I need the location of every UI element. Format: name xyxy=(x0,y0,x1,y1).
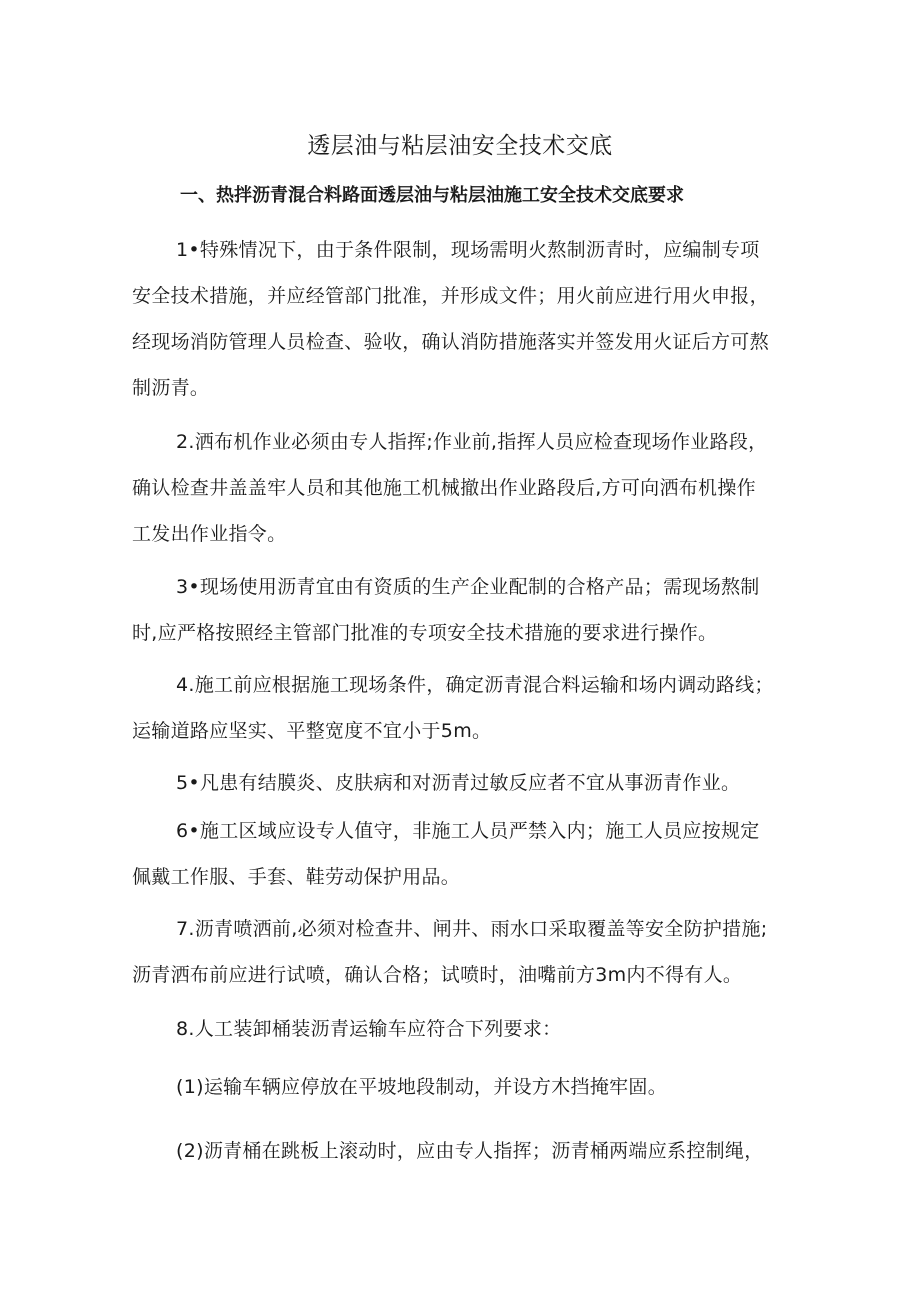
paragraph-3 xyxy=(132,564,804,656)
paragraph-line: 制沥青。 xyxy=(132,377,210,399)
paragraph-line: 2.洒布机作业必须由专人指挥;作业前,指挥人员应检查现场作业路段， xyxy=(176,431,768,453)
paragraph-line: 沥青洒布前应进行试喷，确认合格；试喷时，油嘴前方3m内不得有人。 xyxy=(132,964,743,986)
paragraph-line: (1)运输车辆应停放在平坡地段制动，并设方木挡掩牢固。 xyxy=(176,1076,668,1098)
paragraph-7 xyxy=(132,906,804,998)
paragraph-8 xyxy=(132,1006,804,1052)
paragraph-line: 工发出作业指令。 xyxy=(132,523,287,545)
paragraph-line: 5•凡患有结膜炎、皮肤病和对沥青过敏反应者不宜从事沥青作业。 xyxy=(176,772,741,794)
paragraph-line: 3•现场使用沥青宜由有资质的生产企业配制的合格产品；需现场熬制 xyxy=(176,576,760,598)
document-title: 透层油与粘层油安全技术交底 xyxy=(307,133,613,159)
paragraph-10 xyxy=(132,1128,804,1174)
paragraph-2 xyxy=(132,419,804,557)
paragraph-line: 8.人工装卸桶装沥青运输车应符合下列要求： xyxy=(176,1018,562,1040)
section-heading: 一、热拌沥青混合料路面透层油与粘层油施工安全技术交底要求 xyxy=(180,185,684,206)
paragraph-4 xyxy=(132,662,804,754)
paragraph-1 xyxy=(132,227,804,411)
paragraph-line: 6•施工区域应设专人值守，非施工人员严禁入内；施工人员应按规定 xyxy=(176,820,760,842)
paragraph-line: 确认检查井盖盖牢人员和其他施工机械撤出作业路段后,方可向洒布机操作 xyxy=(132,477,756,499)
paragraph-line: 佩戴工作服、手套、鞋劳动保护用品。 xyxy=(132,866,461,888)
paragraph-line: 经现场消防管理人员检查、验收，确认消防措施落实并签发用火证后方可熬 xyxy=(132,331,769,353)
paragraph-line: 运输道路应坚实、平整宽度不宜小于5m。 xyxy=(132,720,492,742)
paragraph-line: 时,应严格按照经主管部门批准的专项安全技术措施的要求进行操作。 xyxy=(132,622,718,644)
paragraph-line: (2)沥青桶在跳板上滚动时，应由专人指挥；沥青桶两端应系控制绳， xyxy=(176,1140,764,1162)
paragraph-9 xyxy=(132,1064,804,1110)
paragraph-line: 7.沥青喷洒前,必须对检查井、闸井、雨水口采取覆盖等安全防护措施; xyxy=(176,918,768,940)
paragraph-5 xyxy=(132,760,804,806)
paragraph-line: 1•特殊情况下，由于条件限制，现场需明火熬制沥青时，应编制专项 xyxy=(176,239,760,261)
paragraph-line: 4.施工前应根据施工现场条件，确定沥青混合料运输和场内调动路线； xyxy=(176,674,774,696)
paragraph-line: 安全技术措施，并应经管部门批准，并形成文件；用火前应进行用火申报， xyxy=(132,285,769,307)
paragraph-6 xyxy=(132,808,804,900)
